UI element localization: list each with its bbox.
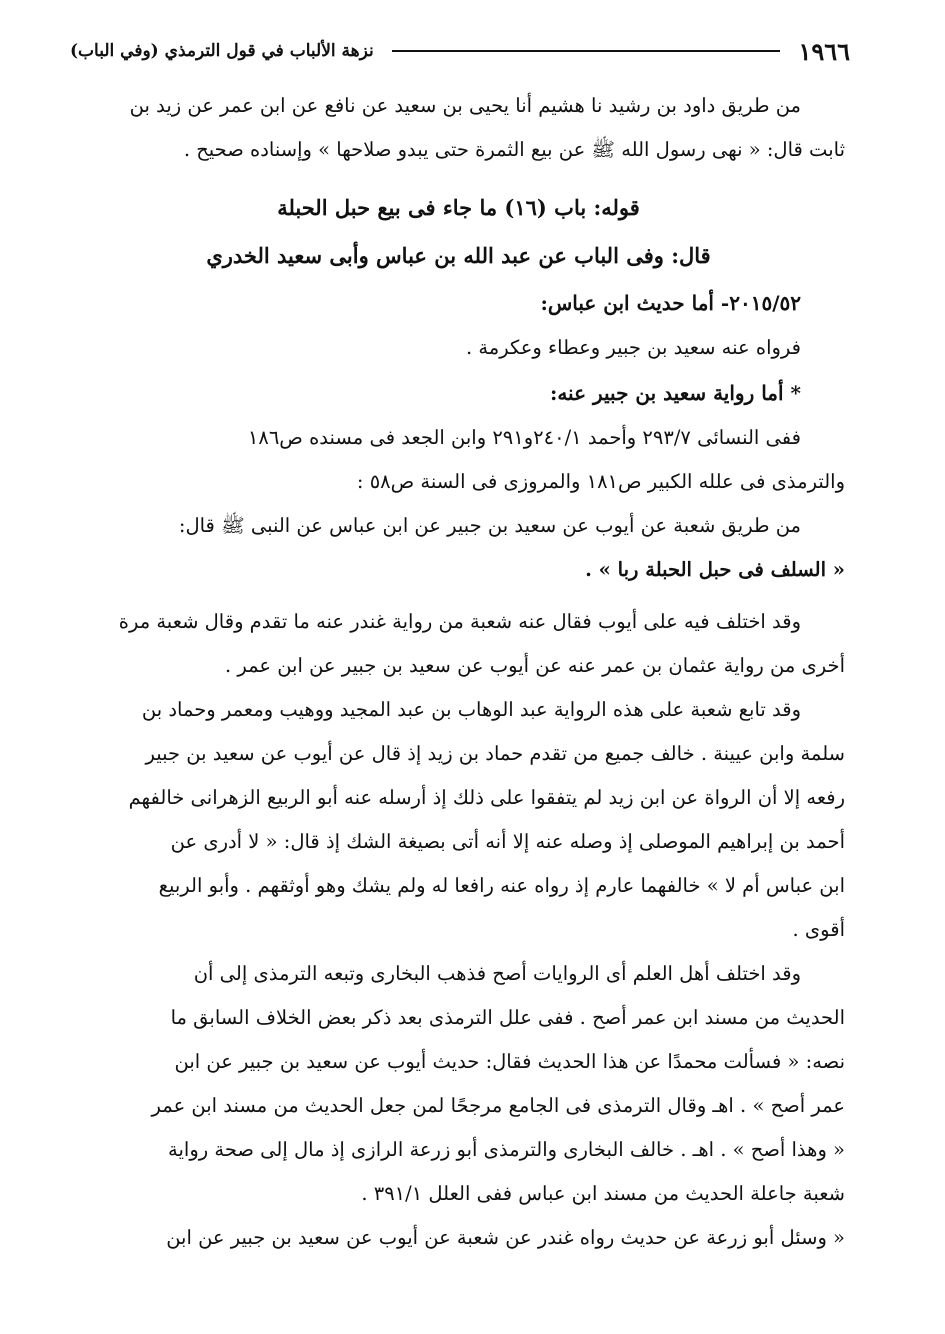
text-line: الحديث من مسند ابن عمر أصح . ففى علل الترمذى بعد ذكر بعض الخلاف السابق ما [170,1006,845,1029]
text-line: ابن عباس أم لا » خالفهما عارم إذ رواه عنه رافعا له ولم يشك وهو أوثقهم . وأبو الربيع [158,874,845,897]
section-number-title: ٢٠١٥/٥٢- أما حديث ابن عباس: [540,291,801,315]
body-text [72,84,845,1260]
text-line: من طريق داود بن رشيد نا هشيم أنا يحيى بن سعيد عن نافع عن ابن عمر عن زيد بن [129,94,801,117]
text-line: من طريق شعبة عن أيوب عن سعيد بن جبير عن ابن عباس عن النبى ﷺ قال: [178,514,801,537]
text-line: والترمذى فى علله الكبير ص١٨١ والمروزى فى السنة ص٥٨ : [356,470,845,493]
text-line: وقد اختلف فيه على أيوب فقال عنه شعبة من رواية غندر عنه ما تقدم وقال شعبة مرة [118,610,801,633]
text-line: أخرى من رواية عثمان بن عمر عنه عن أيوب عن سعيد بن جبير عن ابن عمر . [224,654,845,677]
text-line: وقد تابع شعبة على هذه الرواية عبد الوهاب بن عبد المجيد ووهيب ومعمر وحماد بن [141,698,801,721]
text-line: « وسئل أبو زرعة عن حديث رواه غندر عن شعبة عن أيوب عن سعيد بن جبير عن ابن [166,1226,845,1249]
text-line: رفعه إلا أن الرواة عن ابن زيد لم يتفقوا على ذلك إذ أرسله عنه أبو الربيع الزهرانى خالفهم [128,786,845,809]
text-line: وقد اختلف أهل العلم أى الروايات أصح فذهب البخارى وتبعه الترمذى إلى أن [193,962,801,985]
saying-heading: قال: وفى الباب عن عبد الله بن عباس وأبى سعيد الخدري [206,243,711,268]
hadith-quote: « السلف فى حبل الحبلة ربا » . [585,558,845,581]
header-rule [392,50,781,52]
sub-section-title: * أما رواية سعيد بن جبير عنه: [549,381,801,405]
narrators-line: فرواه عنه سعيد بن جبير وعطاء وعكرمة . [465,336,801,359]
text-line: أقوى . [792,918,845,941]
running-title: نزهة الألباب في قول الترمذي (وفي الباب) [70,41,374,61]
text-line: عمر أصح » . اهـ وقال الترمذى فى الجامع مرجحًا لمن جعل الحديث من مسند ابن عمر [151,1094,845,1117]
chapter-heading: قوله: باب (١٦) ما جاء فى بيع حبل الحبلة [277,195,640,220]
text-line: ففى النسائى ٢٩٣/٧ وأحمد ٢٤٠/١و٢٩١ وابن الجعد فى مسنده ص١٨٦ [247,426,801,449]
text-line: أحمد بن إبراهيم الموصلى إذ وصله عنه إلا أنه أتى بصيغة الشك إذ قال: « لا أدرى عن [170,830,845,853]
spacer [72,592,845,600]
text-line: سلمة وابن عيينة . خالف جميع من تقدم حماد بن زيد إذ قال عن أيوب عن سعيد بن جبير [145,742,845,765]
text-line: « وهذا أصح » . اهـ . خالف البخارى والترمذى أبو زرعة الرازى إذ مال إلى صحة رواية [168,1138,845,1161]
text-line: نصه: « فسألت محمدًا عن هذا الحديث فقال: حديث أيوب عن سعيد بن جبير عن ابن [174,1050,845,1073]
page-number: ١٩٦٦ [798,36,850,66]
spacer [72,172,845,184]
text-line: شعبة جاعلة الحديث من مسند ابن عباس ففى العلل ٣٩١/١ . [361,1182,845,1205]
page-header [70,36,850,66]
text-line: ثابت قال: « نهى رسول الله ﷺ عن بيع الثمرة حتى يبدو صلاحها » وإسناده صحيح . [183,138,845,161]
